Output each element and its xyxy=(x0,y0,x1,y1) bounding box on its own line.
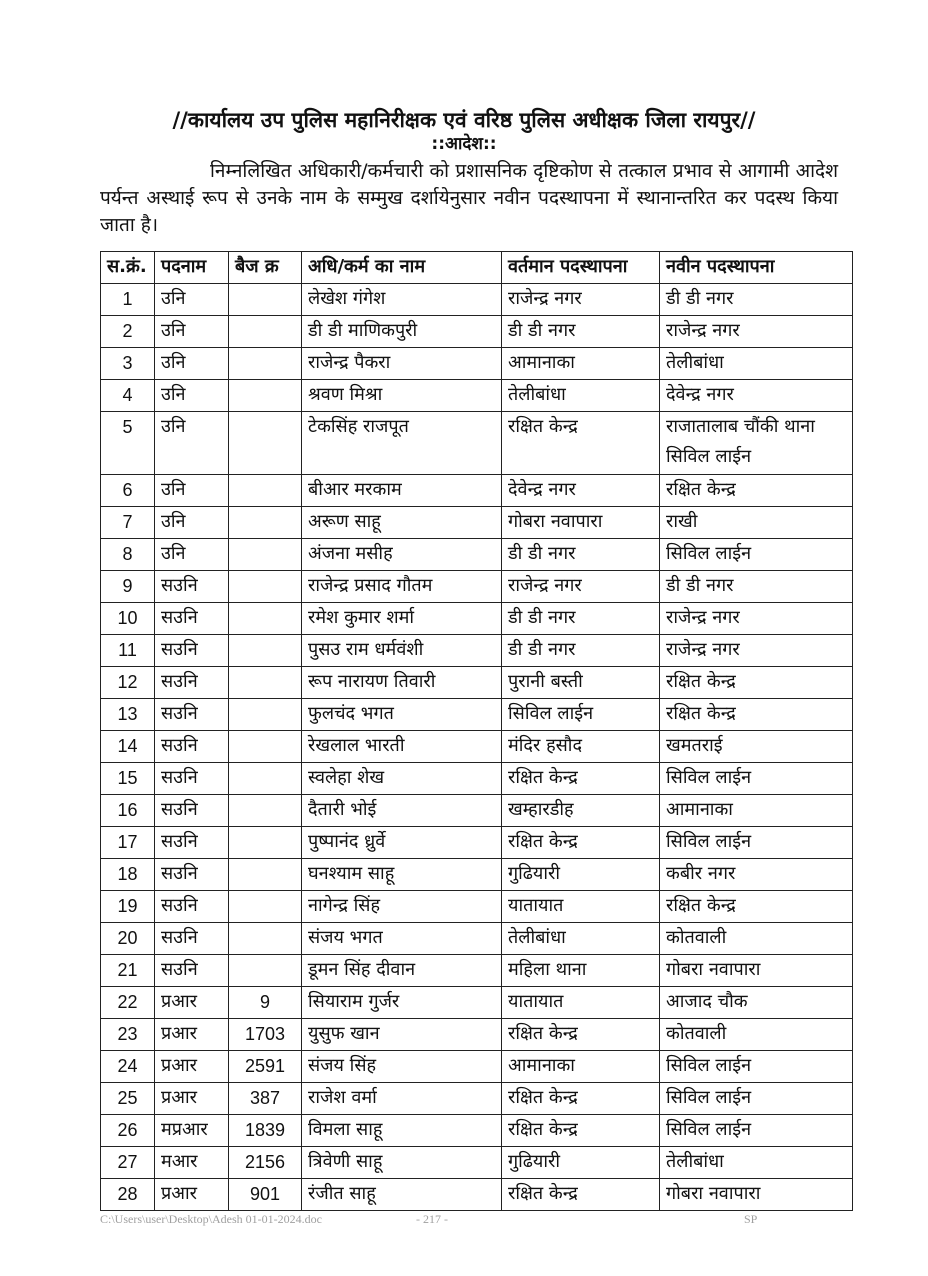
cell-name: अंजना मसीह xyxy=(302,539,502,571)
table-row xyxy=(101,1115,853,1147)
cell-serial: 1 xyxy=(101,284,155,316)
cell-badge: 387 xyxy=(229,1083,302,1115)
table-body xyxy=(101,284,853,1211)
cell-serial: 27 xyxy=(101,1147,155,1179)
table-row xyxy=(101,955,853,987)
cell-current-posting: रक्षित केन्द्र xyxy=(502,1115,660,1147)
cell-serial: 20 xyxy=(101,923,155,955)
cell-badge xyxy=(229,539,302,571)
cell-new-posting: कोतवाली xyxy=(660,1019,853,1051)
cell-current-posting: राजेन्द्र नगर xyxy=(502,571,660,603)
cell-name: राजेन्द्र प्रसाद गौतम xyxy=(302,571,502,603)
cell-current-posting: डी डी नगर xyxy=(502,603,660,635)
cell-rank: सउनि xyxy=(155,827,229,859)
cell-badge xyxy=(229,955,302,987)
cell-name: राजेश वर्मा xyxy=(302,1083,502,1115)
cell-name: श्रवण मिश्रा xyxy=(302,380,502,412)
cell-badge xyxy=(229,699,302,731)
cell-badge xyxy=(229,571,302,603)
cell-name: रंजीत साहू xyxy=(302,1179,502,1211)
cell-rank: सउनि xyxy=(155,763,229,795)
cell-badge xyxy=(229,827,302,859)
cell-rank: उनि xyxy=(155,348,229,380)
table-row xyxy=(101,1147,853,1179)
cell-name: टेकसिंह राजपूत xyxy=(302,412,502,475)
table-row xyxy=(101,412,853,475)
cell-rank: प्रआर xyxy=(155,1019,229,1051)
cell-new-posting: राजेन्द्र नगर xyxy=(660,635,853,667)
cell-serial: 21 xyxy=(101,955,155,987)
cell-serial: 11 xyxy=(101,635,155,667)
cell-new-posting: डी डी नगर xyxy=(660,571,853,603)
col-header-rank: पदनाम xyxy=(155,252,229,284)
cell-badge xyxy=(229,667,302,699)
cell-badge: 2591 xyxy=(229,1051,302,1083)
cell-current-posting: खम्हारडीह xyxy=(502,795,660,827)
cell-current-posting: रक्षित केन्द्र xyxy=(502,412,660,475)
cell-rank: सउनि xyxy=(155,635,229,667)
cell-serial: 3 xyxy=(101,348,155,380)
cell-new-posting: सिविल लाईन xyxy=(660,763,853,795)
cell-serial: 23 xyxy=(101,1019,155,1051)
cell-name: डी डी माणिकपुरी xyxy=(302,316,502,348)
cell-name: लेखेश गंगेश xyxy=(302,284,502,316)
cell-current-posting: डी डी नगर xyxy=(502,539,660,571)
table-row xyxy=(101,891,853,923)
cell-current-posting: डी डी नगर xyxy=(502,316,660,348)
col-header-name: अधि/कर्म का नाम xyxy=(302,252,502,284)
cell-badge xyxy=(229,603,302,635)
cell-current-posting: डी डी नगर xyxy=(502,635,660,667)
cell-serial: 2 xyxy=(101,316,155,348)
cell-new-posting: कबीर नगर xyxy=(660,859,853,891)
cell-current-posting: यातायात xyxy=(502,891,660,923)
cell-serial: 15 xyxy=(101,763,155,795)
cell-badge: 1703 xyxy=(229,1019,302,1051)
cell-name: दैतारी भोई xyxy=(302,795,502,827)
cell-new-posting: तेलीबांधा xyxy=(660,348,853,380)
cell-rank: सउनि xyxy=(155,891,229,923)
cell-rank: सउनि xyxy=(155,603,229,635)
cell-badge xyxy=(229,316,302,348)
cell-name: स्वलेहा शेख xyxy=(302,763,502,795)
col-header-serial: स.क्रं. xyxy=(101,252,155,284)
table-row xyxy=(101,667,853,699)
cell-serial: 10 xyxy=(101,603,155,635)
cell-new-posting: कोतवाली xyxy=(660,923,853,955)
cell-badge xyxy=(229,475,302,507)
cell-current-posting: रक्षित केन्द्र xyxy=(502,763,660,795)
table-row xyxy=(101,1019,853,1051)
footer-initials: SP xyxy=(744,1212,758,1226)
cell-serial: 8 xyxy=(101,539,155,571)
cell-current-posting: गोबरा नवापारा xyxy=(502,507,660,539)
office-title: //कार्यालय उप पुलिस महानिरीक्षक एवं वरिष्ठ पुलिस अधीक्षक जिला रायपुर// xyxy=(172,108,756,132)
cell-serial: 14 xyxy=(101,731,155,763)
table-row xyxy=(101,795,853,827)
table-row xyxy=(101,859,853,891)
cell-name: डूमन सिंह दीवान xyxy=(302,955,502,987)
cell-rank: मप्रआर xyxy=(155,1115,229,1147)
footer-page-number: - 217 - xyxy=(416,1212,448,1226)
cell-rank: उनि xyxy=(155,316,229,348)
cell-current-posting: तेलीबांधा xyxy=(502,923,660,955)
cell-current-posting: आमानाका xyxy=(502,1051,660,1083)
cell-badge xyxy=(229,859,302,891)
cell-badge: 2156 xyxy=(229,1147,302,1179)
cell-serial: 13 xyxy=(101,699,155,731)
col-header-new-posting: नवीन पदस्थापना xyxy=(660,252,853,284)
cell-rank: उनि xyxy=(155,284,229,316)
cell-rank: मआर xyxy=(155,1147,229,1179)
cell-name: रमेश कुमार शर्मा xyxy=(302,603,502,635)
cell-rank: सउनि xyxy=(155,731,229,763)
cell-serial: 18 xyxy=(101,859,155,891)
cell-name: त्रिवेणी साहू xyxy=(302,1147,502,1179)
cell-current-posting: गुढियारी xyxy=(502,1147,660,1179)
cell-badge xyxy=(229,348,302,380)
cell-serial: 7 xyxy=(101,507,155,539)
cell-name: संजय सिंह xyxy=(302,1051,502,1083)
cell-new-posting: सिविल लाईन xyxy=(660,1083,853,1115)
cell-name: रूप नारायण तिवारी xyxy=(302,667,502,699)
table-row xyxy=(101,827,853,859)
cell-current-posting: सिविल लाईन xyxy=(502,699,660,731)
cell-rank: सउनि xyxy=(155,699,229,731)
cell-name: पुसउ राम धर्मवंशी xyxy=(302,635,502,667)
cell-new-posting: देवेन्द्र नगर xyxy=(660,380,853,412)
cell-rank: सउनि xyxy=(155,667,229,699)
cell-name: अरूण साहू xyxy=(302,507,502,539)
cell-name: पुष्पानंद ध्रुर्वे xyxy=(302,827,502,859)
cell-current-posting: तेलीबांधा xyxy=(502,380,660,412)
cell-current-posting: देवेन्द्र नगर xyxy=(502,475,660,507)
cell-rank: उनि xyxy=(155,380,229,412)
transfer-table xyxy=(100,251,853,1211)
cell-rank: प्रआर xyxy=(155,1051,229,1083)
cell-name: घनश्याम साहू xyxy=(302,859,502,891)
cell-badge: 9 xyxy=(229,987,302,1019)
cell-current-posting: महिला थाना xyxy=(502,955,660,987)
table-row xyxy=(101,987,853,1019)
cell-name: युसुफ खान xyxy=(302,1019,502,1051)
cell-serial: 19 xyxy=(101,891,155,923)
table-row xyxy=(101,475,853,507)
cell-rank: प्रआर xyxy=(155,987,229,1019)
table-row xyxy=(101,1051,853,1083)
table-row xyxy=(101,923,853,955)
table-row xyxy=(101,507,853,539)
cell-serial: 9 xyxy=(101,571,155,603)
cell-name: रेखलाल भारती xyxy=(302,731,502,763)
cell-new-posting: राखी xyxy=(660,507,853,539)
cell-serial: 25 xyxy=(101,1083,155,1115)
cell-rank: सउनि xyxy=(155,923,229,955)
cell-new-posting: सिविल लाईन xyxy=(660,827,853,859)
cell-name: सियाराम गुर्जर xyxy=(302,987,502,1019)
cell-rank: सउनि xyxy=(155,859,229,891)
cell-badge xyxy=(229,763,302,795)
cell-rank: उनि xyxy=(155,475,229,507)
cell-rank: उनि xyxy=(155,507,229,539)
cell-current-posting: राजेन्द्र नगर xyxy=(502,284,660,316)
cell-current-posting: पुरानी बस्ती xyxy=(502,667,660,699)
cell-current-posting: आमानाका xyxy=(502,348,660,380)
cell-new-posting: सिविल लाईन xyxy=(660,1051,853,1083)
cell-name: राजेन्द्र पैकरा xyxy=(302,348,502,380)
table-row xyxy=(101,316,853,348)
cell-serial: 12 xyxy=(101,667,155,699)
table-row xyxy=(101,1083,853,1115)
cell-badge xyxy=(229,795,302,827)
cell-new-posting: गोबरा नवापारा xyxy=(660,1179,853,1211)
cell-new-posting: तेलीबांधा xyxy=(660,1147,853,1179)
cell-new-posting: खमतराई xyxy=(660,731,853,763)
cell-badge xyxy=(229,380,302,412)
cell-new-posting: रक्षित केन्द्र xyxy=(660,891,853,923)
cell-rank: सउनि xyxy=(155,955,229,987)
cell-serial: 26 xyxy=(101,1115,155,1147)
order-intro-paragraph: निम्नलिखित अधिकारी/कर्मचारी को प्रशासनिक दृष्टिकोण से तत्काल प्रभाव से आगामी आदेश पर्यन्त अस्थाई रूप से उनके नाम के सम्मुख दर्शायेनुसार नवीन पदस्थापना में स्थानान्तरित कर पदस्थ किया जाता है। xyxy=(100,160,838,236)
cell-name: बीआर मरकाम xyxy=(302,475,502,507)
cell-serial: 4 xyxy=(101,380,155,412)
cell-current-posting: रक्षित केन्द्र xyxy=(502,827,660,859)
table-row xyxy=(101,380,853,412)
cell-rank: उनि xyxy=(155,412,229,475)
cell-serial: 5 xyxy=(101,412,155,475)
cell-new-posting: गोबरा नवापारा xyxy=(660,955,853,987)
col-header-current-posting: वर्तमान पदस्थापना xyxy=(502,252,660,284)
cell-serial: 16 xyxy=(101,795,155,827)
cell-rank: उनि xyxy=(155,539,229,571)
cell-new-posting: राजातालाब चौंकी थाना सिविल लाईन xyxy=(660,412,853,475)
cell-badge xyxy=(229,507,302,539)
cell-current-posting: रक्षित केन्द्र xyxy=(502,1019,660,1051)
cell-new-posting: राजेन्द्र नगर xyxy=(660,316,853,348)
cell-new-posting: आजाद चौक xyxy=(660,987,853,1019)
table-row xyxy=(101,571,853,603)
table-row xyxy=(101,699,853,731)
cell-badge: 1839 xyxy=(229,1115,302,1147)
table-row xyxy=(101,348,853,380)
table-row xyxy=(101,539,853,571)
table-header-row xyxy=(101,252,853,284)
col-header-badge: बैज क्र xyxy=(229,252,302,284)
table-row xyxy=(101,284,853,316)
table-row xyxy=(101,731,853,763)
cell-new-posting: राजेन्द्र नगर xyxy=(660,603,853,635)
cell-rank: सउनि xyxy=(155,571,229,603)
table-row xyxy=(101,635,853,667)
cell-badge xyxy=(229,923,302,955)
cell-new-posting: रक्षित केन्द्र xyxy=(660,475,853,507)
table-row xyxy=(101,763,853,795)
table-row xyxy=(101,1179,853,1211)
cell-serial: 22 xyxy=(101,987,155,1019)
cell-serial: 24 xyxy=(101,1051,155,1083)
footer-file-path: C:\Users\user\Desktop\Adesh 01-01-2024.doc xyxy=(100,1212,322,1226)
cell-badge xyxy=(229,412,302,475)
cell-badge xyxy=(229,635,302,667)
cell-current-posting: यातायात xyxy=(502,987,660,1019)
table-row xyxy=(101,603,853,635)
cell-name: नागेन्द्र सिंह xyxy=(302,891,502,923)
cell-new-posting: सिविल लाईन xyxy=(660,539,853,571)
cell-badge: 901 xyxy=(229,1179,302,1211)
cell-current-posting: रक्षित केन्द्र xyxy=(502,1083,660,1115)
cell-badge xyxy=(229,284,302,316)
cell-new-posting: डी डी नगर xyxy=(660,284,853,316)
cell-name: संजय भगत xyxy=(302,923,502,955)
order-heading: ::आदेश:: xyxy=(431,134,497,154)
cell-badge xyxy=(229,891,302,923)
cell-rank: सउनि xyxy=(155,795,229,827)
cell-name: विमला साहू xyxy=(302,1115,502,1147)
cell-rank: प्रआर xyxy=(155,1179,229,1211)
cell-new-posting: आमानाका xyxy=(660,795,853,827)
cell-new-posting: सिविल लाईन xyxy=(660,1115,853,1147)
cell-rank: प्रआर xyxy=(155,1083,229,1115)
cell-new-posting: रक्षित केन्द्र xyxy=(660,699,853,731)
cell-name: फुलचंद भगत xyxy=(302,699,502,731)
cell-serial: 28 xyxy=(101,1179,155,1211)
cell-serial: 17 xyxy=(101,827,155,859)
cell-current-posting: रक्षित केन्द्र xyxy=(502,1179,660,1211)
cell-new-posting: रक्षित केन्द्र xyxy=(660,667,853,699)
cell-serial: 6 xyxy=(101,475,155,507)
cell-badge xyxy=(229,731,302,763)
cell-current-posting: मंदिर हसौद xyxy=(502,731,660,763)
cell-current-posting: गुढियारी xyxy=(502,859,660,891)
